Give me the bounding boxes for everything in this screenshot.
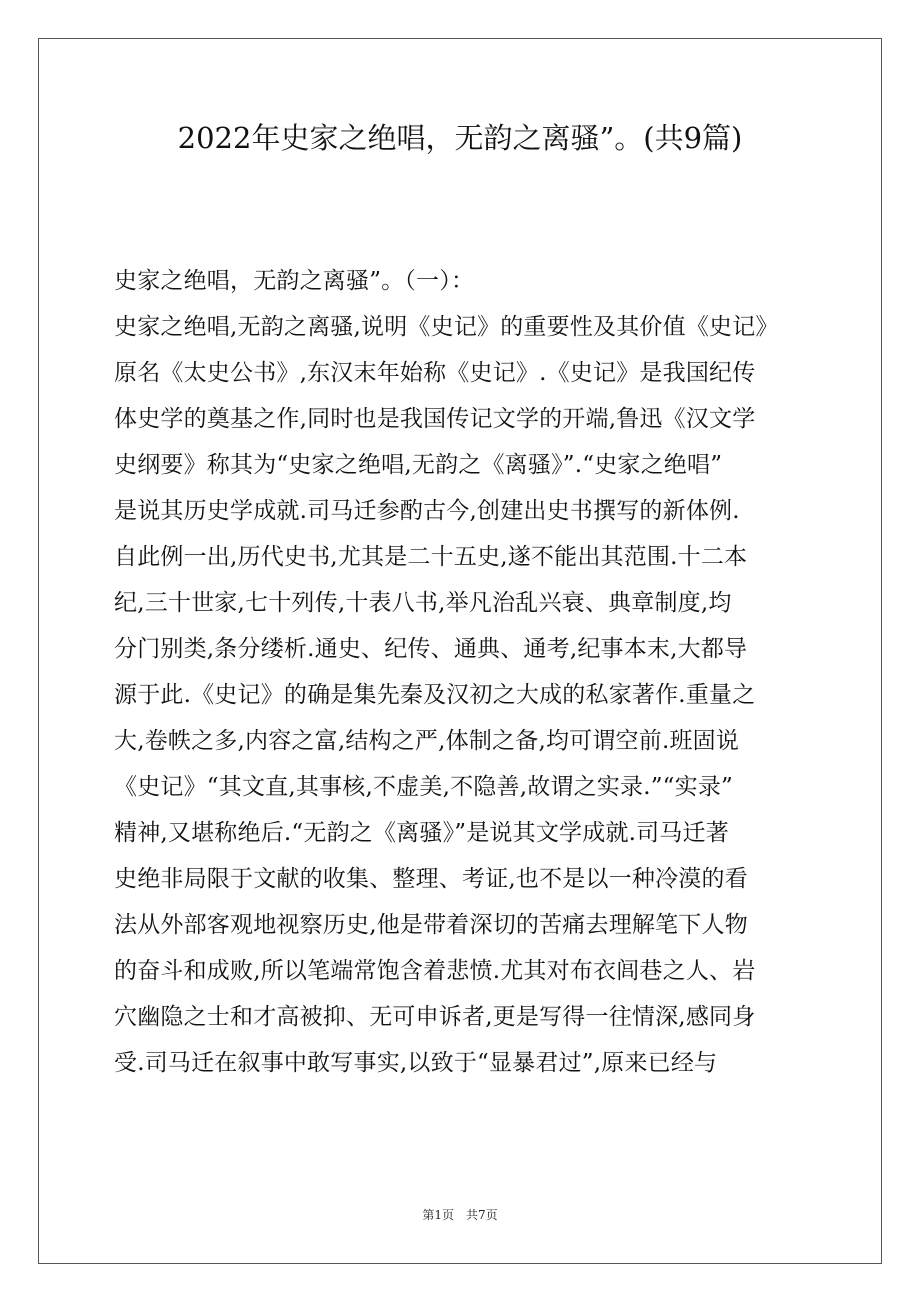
body-line: 的奋斗和成败,所以笔端常饱含着悲愤.尤其对布衣闾巷之人、岩 (114, 958, 756, 984)
body-line: 史家之绝唱,无韵之离骚,说明《史记》的重要性及其价值《史记》 (114, 314, 779, 340)
body-line: 受.司马迁在叙事中敢写事实,以致于“显暴君过”,原来已经与 (114, 1050, 718, 1076)
body-line: 精神,又堪称绝后.“无韵之《离骚》”是说其文学成就.司马迁著 (114, 820, 729, 846)
body-line: 史纲要》称其为“史家之绝唱,无韵之《离骚》”.“史家之绝唱” (114, 452, 723, 478)
body-line: 自此例一出,历代史书,尤其是二十五史,遂不能出其范围.十二本 (114, 544, 748, 570)
body-line: 源于此.《史记》的确是集先秦及汉初之大成的私家著作.重量之 (114, 682, 756, 708)
body-line: 大,卷帙之多,内容之富,结构之严,体制之备,均可谓空前.班固说 (114, 728, 740, 754)
page-footer: 第1页 共7页 (422, 1208, 498, 1222)
document-title: 2022年史家之绝唱，无韵之离骚”。(共9篇) (177, 121, 743, 155)
body-line: 是说其历史学成就.司马迁参酌古今,创建出史书撰写的新体例. (114, 498, 740, 524)
document-body (114, 258, 834, 1086)
body-line: 原名《太史公书》,东汉末年始称《史记》.《史记》是我国纪传 (114, 360, 756, 386)
body-line: 纪,三十世家,七十列传,十表八书,举凡治乱兴衰、典章制度,均 (114, 590, 732, 616)
body-line: 体史学的奠基之作,同时也是我国传记文学的开端,鲁迅《汉文学 (114, 406, 756, 432)
body-line: 穴幽隐之士和才高被抑、无可申诉者,更是写得一往情深,感同身 (114, 1004, 756, 1030)
body-line: 法从外部客观地视察历史,他是带着深切的苦痛去理解笔下人物 (114, 912, 748, 938)
body-line: 史绝非局限于文献的收集、整理、考证,也不是以一种冷漠的看 (114, 866, 748, 892)
body-line: 《史记》“其文直,其事核,不虚美,不隐善,故谓之实录.”“实录” (114, 774, 733, 800)
body-line: 分门别类,条分缕析.通史、纪传、通典、通考,纪事本末,大都导 (114, 636, 748, 662)
body-line: 史家之绝唱，无韵之离骚”。（一）： (114, 268, 475, 294)
